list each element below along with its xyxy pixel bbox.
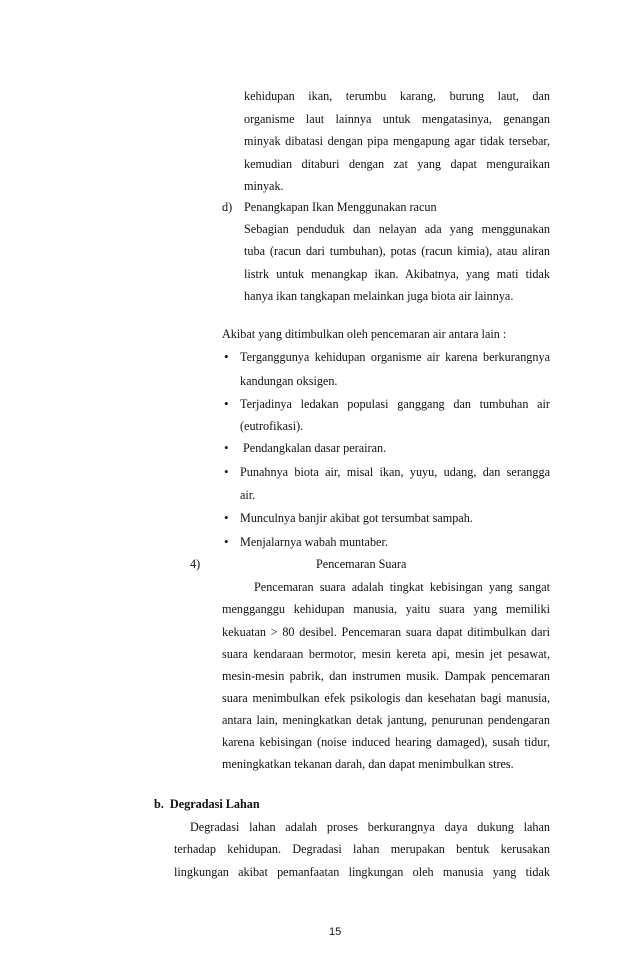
- paragraph-line: kehidupan ikan, terumbu karang, burung laut, dan: [244, 89, 550, 103]
- paragraph-line: minyak dibatasi dengan pipa mengapung agar tidak tersebar,: [244, 134, 550, 148]
- bullet-icon: •: [224, 396, 229, 411]
- paragraph-line: kekuatan > 80 desibel. Pencemaran suara dapat ditimbulkan dari: [222, 625, 550, 639]
- paragraph-line: mengganggu kehidupan manusia, yaitu suara yang memiliki: [222, 602, 550, 616]
- paragraph-line: tuba (racun dari tumbuhan), potas (racun kimia), atau aliran: [244, 244, 550, 258]
- paragraph-line: organisme laut lainnya untuk mengatasinya, genangan: [244, 112, 550, 126]
- paragraph-line: Degradasi lahan adalah proses berkurangnya daya dukung lahan: [190, 820, 550, 834]
- paragraph-line: antara lain, meningkatkan detak jantung, penurunan pendengaran: [222, 713, 550, 727]
- item-d-heading: Penangkapan Ikan Menggunakan racun: [244, 200, 437, 214]
- akibat-intro: Akibat yang ditimbulkan oleh pencemaran air antara lain :: [222, 327, 507, 341]
- bullet-line: Punahnya biota air, misal ikan, yuyu, udang, dan serangga: [240, 465, 550, 479]
- paragraph-line: listrk untuk menangkap ikan. Akibatnya, yang mati tidak: [244, 267, 550, 281]
- paragraph-line: suara menimbulkan efek psikologis dan kesehatan bagi manusia,: [222, 691, 550, 705]
- paragraph-line: mesin-mesin pabrik, dan instrumen musik. Dampak pencemaran: [222, 669, 550, 683]
- paragraph-line: hanya ikan tangkapan melainkan juga biota air lainnya.: [244, 289, 514, 303]
- paragraph-line: kemudian ditaburi dengan zat yang dapat menguraikan: [244, 157, 550, 171]
- paragraph-line: lingkungan akibat pemanfaatan lingkungan oleh manusia yang tidak: [174, 865, 550, 879]
- paragraph-line: suara kendaraan bermotor, mesin kereta api, mesin jet pesawat,: [222, 647, 550, 661]
- item-4-heading: Pencemaran Suara: [316, 557, 407, 571]
- item-4-marker: 4): [190, 557, 201, 571]
- paragraph-line: minyak.: [244, 179, 284, 193]
- paragraph-line: terhadap kehidupan. Degradasi lahan merupakan bentuk kerusakan: [174, 842, 550, 856]
- bullet-line: (eutrofikasi).: [240, 419, 304, 433]
- paragraph-line: Sebagian penduduk dan nelayan ada yang menggunakan: [244, 222, 550, 236]
- bullet-line: Menjalarnya wabah muntaber.: [240, 535, 388, 549]
- bullet-icon: •: [224, 510, 229, 525]
- bullet-line: Terjadinya ledakan populasi ganggang dan tumbuhan air: [240, 397, 550, 411]
- bullet-line: air.: [240, 488, 256, 502]
- bullet-icon: •: [224, 440, 229, 455]
- paragraph-line: karena kebisingan (noise induced hearing damaged), susah tidur,: [222, 735, 550, 749]
- bullet-line: Munculnya banjir akibat got tersumbat sampah.: [240, 511, 473, 525]
- item-d-marker: d): [222, 200, 233, 214]
- section-heading: b. Degradasi Lahan: [154, 797, 260, 811]
- bullet-line: kandungan oksigen.: [240, 374, 338, 388]
- page-number: 15: [329, 926, 342, 938]
- bullet-icon: •: [224, 464, 229, 479]
- paragraph-line: Pencemaran suara adalah tingkat kebisingan yang sangat: [254, 580, 550, 594]
- paragraph-line: meningkatkan tekanan darah, dan dapat menimbulkan stres.: [222, 757, 514, 771]
- bullet-line: Terganggunya kehidupan organisme air karena berkurangnya: [240, 350, 550, 364]
- bullet-icon: •: [224, 349, 229, 364]
- bullet-icon: •: [224, 534, 229, 549]
- bullet-line: Pendangkalan dasar perairan.: [243, 441, 387, 455]
